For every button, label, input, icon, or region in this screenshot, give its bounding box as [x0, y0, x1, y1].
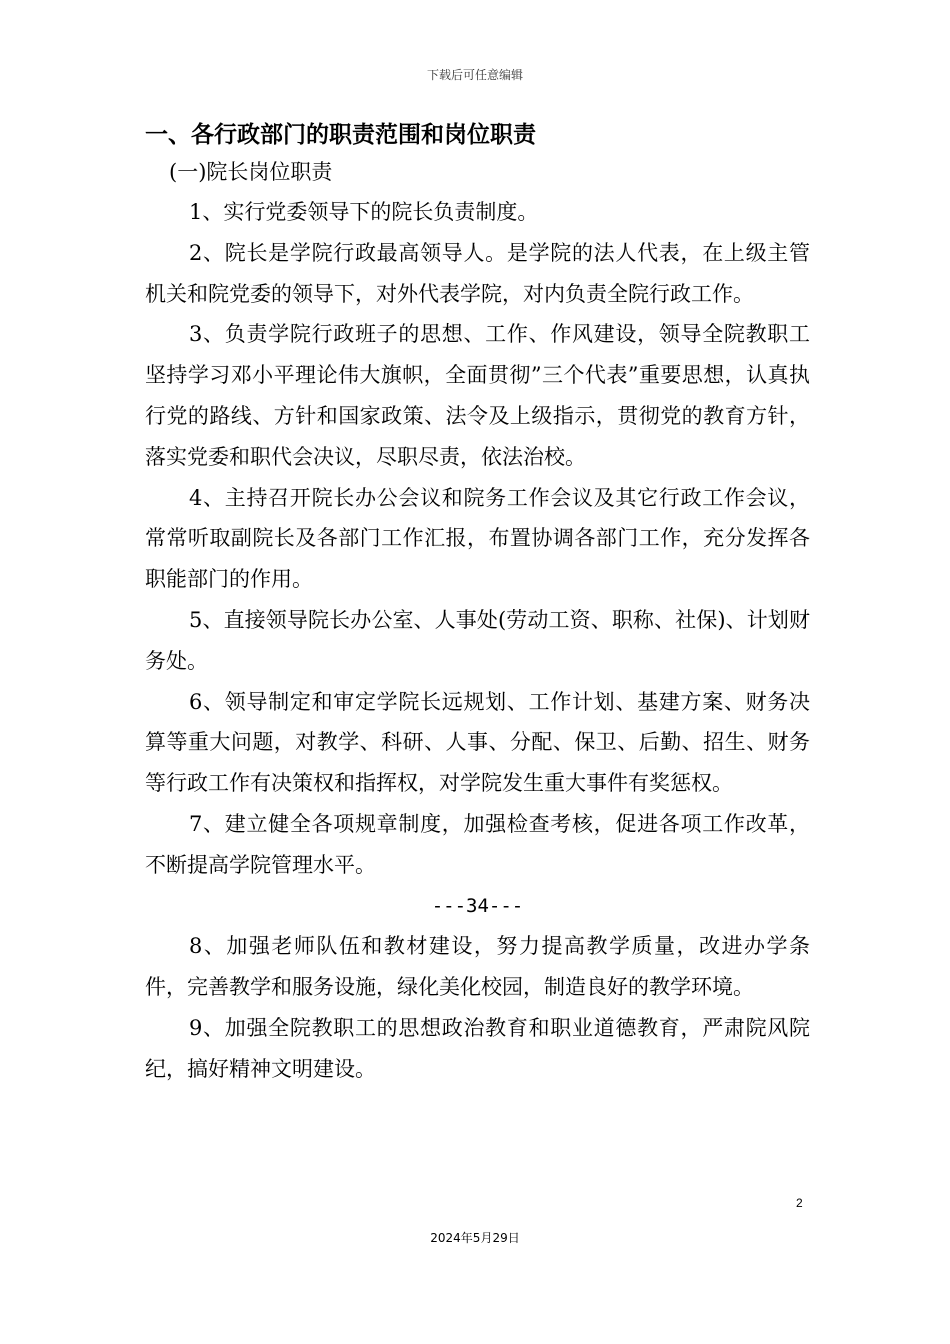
paragraph: 9、加强全院教职工的思想政治教育和职业道德教育，严肃院风院纪，搞好精神文明建设。	[145, 1015, 810, 1081]
paragraph: 6、领导制定和审定学院长远规划、工作计划、基建方案、财务决算等重大问题，对教学、科研、人事、分配、保卫、后勤、招生、财务等行政工作有决策权和指挥权，对学院发生重大事件有奖惩权。	[145, 689, 810, 796]
header-note: 下载后可任意编辑	[426, 68, 523, 82]
paragraph: 5、直接领导院长办公室、人事处(劳动工资、职称、社保)、计划财务处。	[145, 607, 810, 673]
paragraph: 2、院长是学院行政最高领导人。是学院的法人代表，在上级主管机关和院党委的领导下，对外代表学院，对内负责全院行政工作。	[145, 240, 810, 306]
page-number: 2	[796, 1196, 803, 1210]
subsection-title: (一)院长岗位职责	[169, 160, 333, 184]
paragraph: 8、加强老师队伍和教材建设，努力提高教学质量，改进办学条件，完善教学和服务设施，绿化美化校园，制造良好的教学环境。	[145, 934, 810, 1000]
section-title: 一、各行政部门的职责范围和岗位职责	[145, 122, 536, 148]
paragraph: 3、负责学院行政班子的思想、工作、作风建设，领导全院教职工坚持学习邓小平理论伟大旗帜，全面贯彻”三个代表”重要思想，认真执行党的路线、方针和国家政策、法令及上级指示，贯彻党的教育方针，落实党委和职代会决议，尽职尽责，依法治校。	[145, 322, 810, 469]
page-divider: ---34---	[431, 894, 524, 917]
footer-date: 2024年5月29日	[430, 1231, 520, 1245]
paragraph: 1、实行党委领导下的院长负责制度。	[189, 200, 539, 224]
paragraph: 7、建立健全各项规章制度，加强检查考核，促进各项工作改革，不断提高学院管理水平。	[145, 811, 810, 877]
document-body	[145, 118, 810, 1090]
paragraph: 4、主持召开院长办公会议和院务工作会议及其它行政工作会议，常常听取副院长及各部门工作汇报，布置协调各部门工作，充分发挥各职能部门的作用。	[145, 485, 810, 592]
